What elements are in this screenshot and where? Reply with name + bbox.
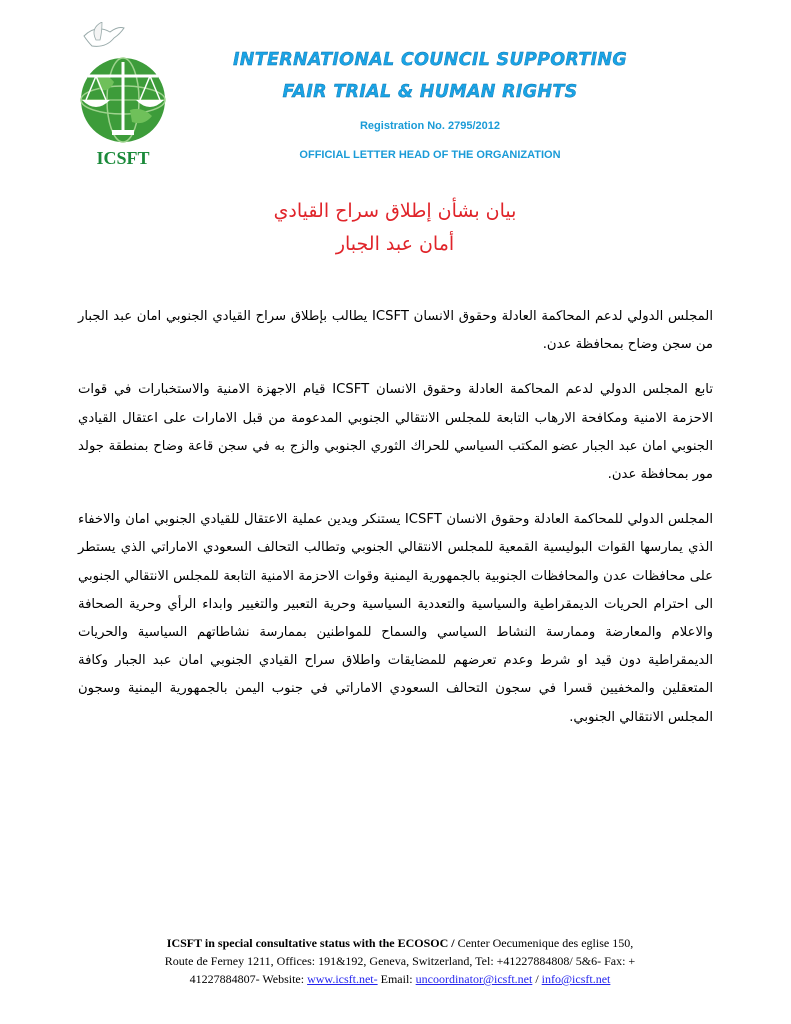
- statement-body: [78, 303, 713, 749]
- email-link-info[interactable]: info@icsft.net: [541, 972, 611, 986]
- email-link-coordinator[interactable]: uncoordinator@icsft.net: [415, 972, 533, 986]
- registration-number: Registration No. 2795/2012: [359, 120, 500, 132]
- footer-line-3: [100, 970, 700, 988]
- statement-paragraph-1: المجلس الدولي لدعم المحاكمة العادلة وحقوق الانسان ICSFT يطالب بإطلاق سراح القيادي الجنوبي امان عبد الجبار من سجن وضاح بمحافظة عدن.: [78, 309, 713, 353]
- footer-address-1: Center Oecumenique des eglise 150,: [454, 936, 634, 950]
- website-link[interactable]: www.icsft.net-: [307, 972, 378, 986]
- footer-fax-website-label: 41227884807- Website:: [189, 972, 308, 986]
- footer-consultative-status: ICSFT in special consultative status with the ECOSOC /: [166, 936, 455, 950]
- email-label: Email:: [377, 972, 416, 986]
- footer: [100, 934, 700, 988]
- footer-line-2: Route de Ferney 1211, Offices: 191&192, Geneva, Switzerland, Tel: +41227884808/ 5&6- Fax: +: [164, 954, 636, 968]
- organization-title-line2: FAIR TRIAL & HUMAN RIGHTS: [282, 82, 578, 102]
- organization-title-line1: INTERNATIONAL COUNCIL SUPPORTING: [232, 50, 628, 70]
- letterhead-label: OFFICIAL LETTER HEAD OF THE ORGANIZATION: [299, 149, 561, 161]
- email-separator: /: [532, 972, 542, 986]
- footer-line-1: [100, 934, 700, 952]
- logo-text: ICSFT: [96, 148, 150, 168]
- statement-paragraph-2: تابع المجلس الدولي لدعم المحاكمة العادلة وحقوق الانسان ICSFT قيام الاجهزة الامنية والاستخبارات في قوات الاحزمة الامنية ومكافحة الارهاب التابعة للمجلس الانتقالي الجنوبي المدعومة من قبل الامارات على اعتقال القيادي الجنوبي امان عبد الجبار عضو المكتب السياسي للحراك الثوري الجنوبي والزج به في سجن قاعة وضاح بمنطقة جولد مور بمحافظة عدن.: [78, 382, 713, 483]
- statement-title-line1: بيان بشأن إطلاق سراح القيادي: [273, 200, 517, 222]
- statement-title-line2: أمان عبد الجبار: [335, 233, 455, 255]
- statement-paragraph-3: المجلس الدولي للمحاكمة العادلة وحقوق الانسان ICSFT يستنكر ويدين عملية الاعتقال للقيادي الجنوبي امان والاخفاء الذي يمارسها القوات البوليسية القمعية للمجلس الانتقالي الجنوبي وتطالب التحالف السعودي الاماراتي الذي يستطر على محافظات عدن والمحافظات الجنوبية بالجمهورية اليمنية وقوات الاحزمة الامنية التابعة للمجلس الانتقالي الجنوبي الى احترام الحريات الديمقراطية والسياسية والتعددية السياسية وحرية التعبير والتغيير وابداء الرأي وحرية الصحافة والاعلام والمعارضة وممارسة النشاط السياسي والسماح للمواطنين بممارسة نشاطاتهم السياسية والحريات الديمقراطية دون قيد او شرط وعدم تعرضهم للمضايقات واطلاق سراح القيادي الجنوبي امان عبد الجبار وكافة المتعقلين والمخفيين قسرا في سجون التحالف السعودي الاماراتي في جنوب اليمن بالجمهورية اليمنية وسجون المجلس الانتقالي الجنوبي.: [78, 512, 713, 725]
